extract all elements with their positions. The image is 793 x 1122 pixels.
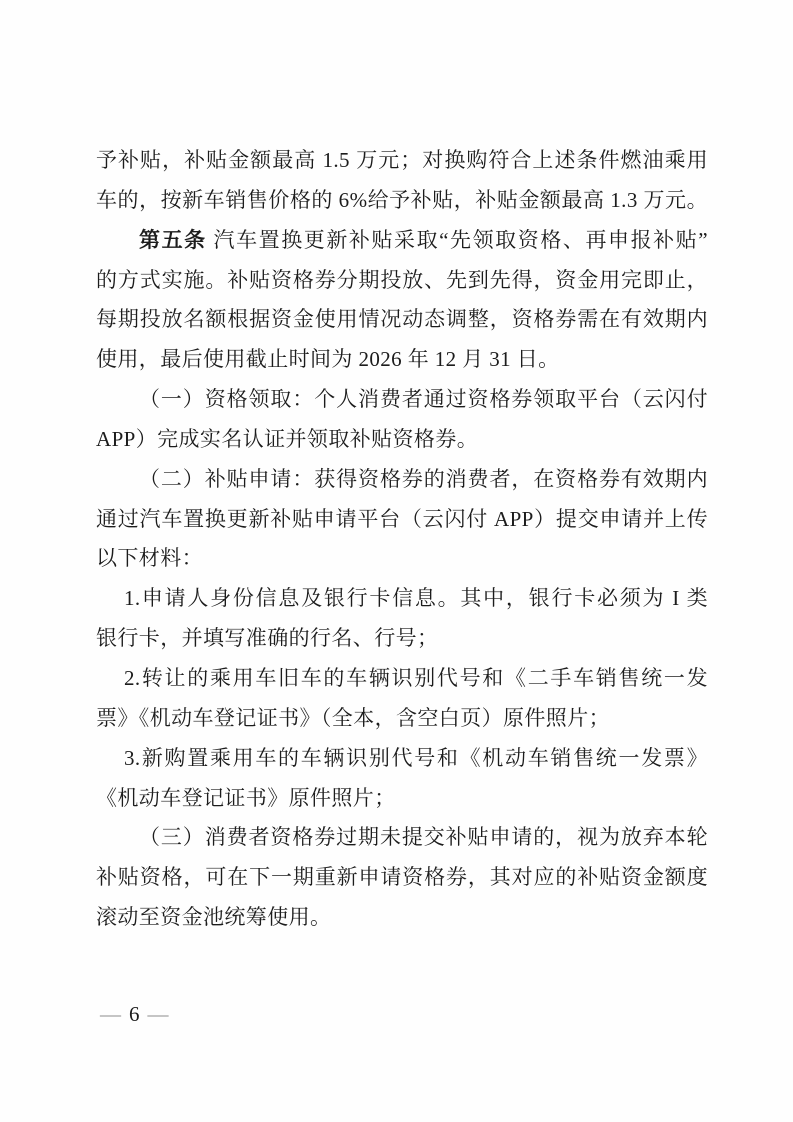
- document-line: （三）消费者资格券过期未提交补贴申请的，视为放弃本轮: [139, 825, 708, 850]
- paragraph: [96, 579, 708, 659]
- document-line: 的方式实施。补贴资格券分期投放、先到先得，资金用完即止，: [96, 267, 708, 292]
- paragraph: [96, 659, 708, 739]
- document-body: [96, 141, 708, 938]
- document-line: 2.转让的乘用车旧车的车辆识别代号和《二手车销售统一发: [124, 665, 708, 690]
- document-line: 补贴资格，可在下一期重新申请资格券，其对应的补贴资金额度: [96, 865, 708, 890]
- document-line: 第五条 汽车置换更新补贴采取“先领取资格、再申报补贴”: [139, 227, 708, 252]
- paragraph: [96, 221, 708, 380]
- document-line: 银行卡，并填写准确的行名、行号；: [96, 626, 439, 651]
- paragraph: [96, 739, 708, 819]
- footer-dash-left: —: [100, 1002, 121, 1026]
- document-line: 滚动至资金池统筹使用。: [96, 905, 332, 930]
- paragraph: [96, 460, 708, 580]
- page-number: 6: [129, 1002, 140, 1026]
- document-line: （一）资格领取：个人消费者通过资格券领取平台（云闪付: [139, 387, 708, 412]
- article-number: 第五条: [139, 227, 207, 252]
- document-line: 《机动车登记证书》原件照片；: [96, 785, 396, 810]
- document-line: 3.新购置乘用车的车辆识别代号和《机动车销售统一发票》: [124, 745, 708, 770]
- document-line: （二）补贴申请：获得资格券的消费者，在资格券有效期内: [139, 466, 708, 491]
- paragraph: [96, 141, 708, 221]
- document-line: 车的，按新车销售价格的 6%给予补贴，补贴金额最高 1.3 万元。: [96, 187, 708, 212]
- document-line: 1.申请人身份信息及银行卡信息。其中，银行卡必须为 I 类: [124, 586, 708, 611]
- paragraph: [96, 818, 708, 938]
- document-line: 票》《机动车登记证书》（全本，含空白页）原件照片；: [96, 705, 610, 730]
- document-line: 予补贴，补贴金额最高 1.5 万元；对换购符合上述条件燃油乘用: [96, 148, 708, 172]
- page-footer: [100, 1001, 169, 1027]
- document-line: APP）完成实名认证并领取补贴资格券。: [96, 426, 479, 451]
- document-line: 以下材料：: [96, 546, 203, 571]
- document-line: 每期投放名额根据资金使用情况动态调整，资格券需在有效期内: [96, 307, 708, 332]
- footer-dash-right: —: [147, 1002, 169, 1026]
- document-line: 使用，最后使用截止时间为 2026 年 12 月 31 日。: [96, 347, 560, 372]
- paragraph: [96, 380, 708, 460]
- document-line: 通过汽车置换更新补贴申请平台（云闪付 APP）提交申请并上传: [96, 506, 708, 531]
